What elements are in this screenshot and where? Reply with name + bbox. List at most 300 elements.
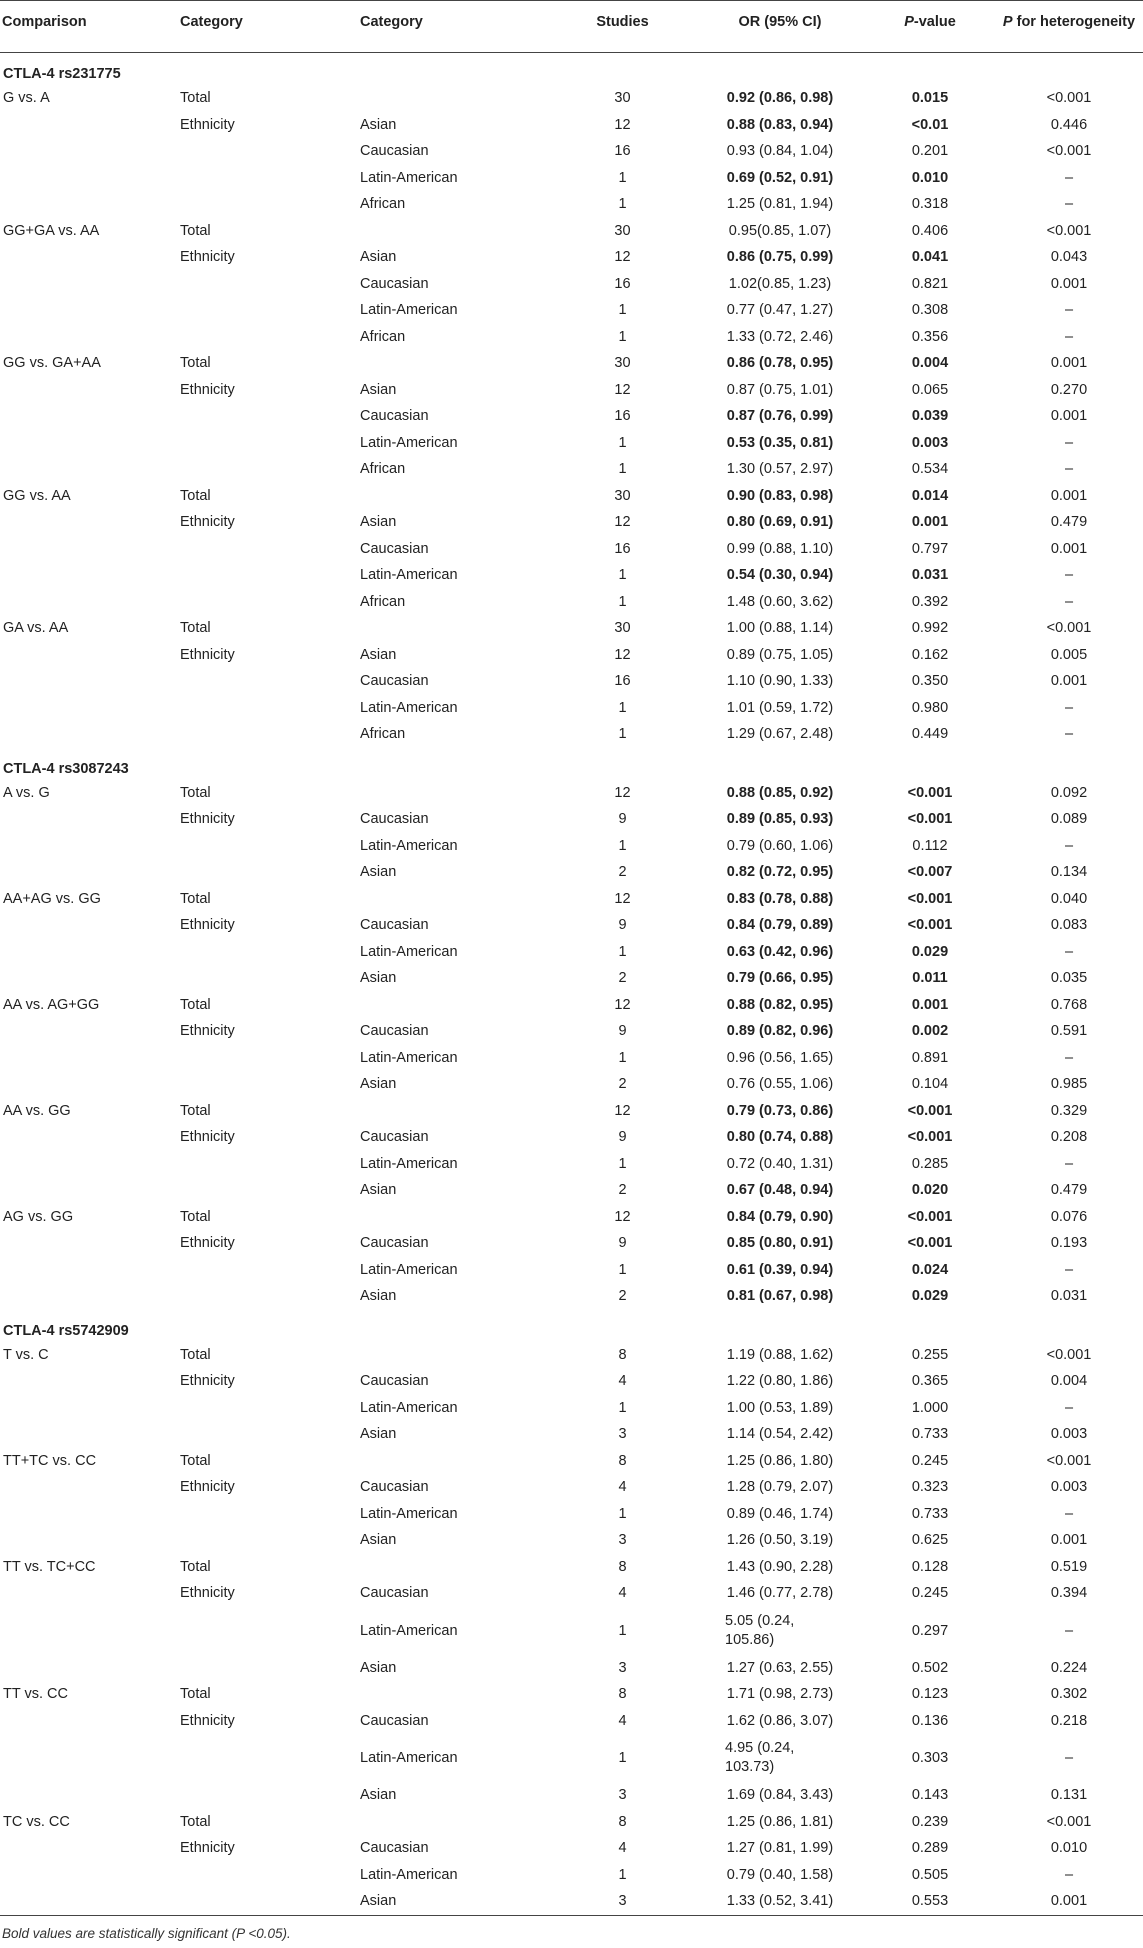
cell-subgroup (360, 1554, 550, 1581)
cell-or-ci: 0.72 (0.40, 1.31) (726, 1155, 834, 1172)
cell-comparison: AA vs. GG (3, 1102, 71, 1119)
cell-p-value: 0.128 (911, 1558, 949, 1575)
table-row (0, 912, 1143, 939)
table-row (0, 1204, 1143, 1231)
cell-subgroup: Latin-American (360, 1622, 458, 1639)
cell-studies: 3 (618, 1893, 627, 1910)
table-row (0, 165, 1143, 192)
table-row (0, 483, 1143, 510)
table-row (0, 806, 1143, 833)
cell-p-heterogeneity: 0.131 (1050, 1787, 1088, 1804)
cell-studies: 8 (618, 1686, 627, 1703)
cell-p-value: 0.039 (911, 408, 949, 425)
cell-category (180, 1177, 360, 1204)
cell-p-value: 0.004 (911, 355, 949, 372)
cell-comparison (0, 1421, 180, 1448)
cell-p-heterogeneity: – (1064, 1505, 1074, 1522)
cell-p-heterogeneity: 0.001 (1050, 487, 1088, 504)
cell-p-value: <0.001 (907, 784, 953, 801)
cell-category (180, 833, 360, 860)
cell-comparison: AA vs. AG+GG (3, 996, 100, 1013)
cell-subgroup: African (360, 328, 406, 345)
table-row (0, 833, 1143, 860)
table-row (0, 1045, 1143, 1072)
cell-comparison (0, 695, 180, 722)
cell-subgroup (360, 780, 550, 807)
cell-subgroup: Latin-American (360, 1866, 458, 1883)
cell-category: Ethnicity (180, 917, 235, 934)
cell-category: Total (180, 784, 211, 801)
cell-category (180, 430, 360, 457)
header-category-2: Category (360, 1, 550, 53)
cell-p-value: 0.625 (911, 1532, 949, 1549)
cell-studies: 2 (618, 1076, 627, 1093)
cell-p-heterogeneity: <0.001 (1046, 1813, 1092, 1830)
cell-p-value: 0.797 (911, 540, 949, 557)
table-row (0, 1421, 1143, 1448)
cell-or-ci: 0.84 (0.79, 0.90) (726, 1208, 834, 1225)
cell-studies: 4 (618, 1373, 627, 1390)
cell-p-value: 0.303 (911, 1750, 949, 1766)
cell-studies: 1 (618, 169, 627, 186)
cell-category (180, 271, 360, 298)
cell-p-heterogeneity: 0.005 (1050, 646, 1088, 663)
cell-studies: 12 (614, 249, 631, 266)
cell-studies: 30 (614, 222, 631, 239)
table-row (0, 1782, 1143, 1809)
cell-p-value: 0.015 (911, 90, 949, 107)
cell-p-heterogeneity: 0.001 (1050, 408, 1088, 425)
cell-studies: 1 (618, 699, 627, 716)
cell-or-ci: 1.25 (0.81, 1.94) (726, 196, 834, 213)
cell-p-value: 0.534 (911, 461, 949, 478)
table-row (0, 1395, 1143, 1422)
cell-comparison (0, 297, 180, 324)
cell-or-ci: 1.10 (0.90, 1.33) (726, 673, 834, 690)
cell-p-value: 0.992 (911, 620, 949, 637)
cell-category: Ethnicity (180, 1585, 235, 1602)
cell-category: Ethnicity (180, 1712, 235, 1729)
cell-p-value: 0.733 (911, 1505, 949, 1522)
cell-p-heterogeneity: 0.591 (1050, 1023, 1088, 1040)
cell-or-ci: 0.76 (0.55, 1.06) (726, 1076, 834, 1093)
table-body (0, 53, 1143, 1915)
cell-p-heterogeneity: 0.001 (1050, 673, 1088, 690)
table-row (0, 1734, 1143, 1782)
cell-comparison: GA vs. AA (3, 620, 69, 637)
cell-or-ci: 0.63 (0.42, 0.96) (726, 943, 834, 960)
cell-or-ci: 0.80 (0.69, 0.91) (726, 514, 834, 531)
cell-p-heterogeneity: – (1064, 1399, 1074, 1416)
table-row (0, 695, 1143, 722)
cell-or-ci (695, 1607, 865, 1655)
cell-p-value: 0.318 (911, 196, 949, 213)
cell-studies: 12 (614, 116, 631, 133)
cell-studies: 1 (618, 593, 627, 610)
cell-p-value: 0.392 (911, 593, 949, 610)
cell-p-value: 0.201 (911, 143, 949, 160)
cell-studies: 8 (618, 1452, 627, 1469)
cell-p-value: 1.000 (911, 1399, 949, 1416)
cell-subgroup (360, 350, 550, 377)
table-row (0, 1177, 1143, 1204)
cell-or-ci: 1.27 (0.63, 2.55) (726, 1659, 834, 1676)
cell-comparison (0, 1708, 180, 1735)
cell-comparison: TT vs. TC+CC (3, 1558, 96, 1575)
cell-subgroup: Latin-American (360, 1049, 458, 1066)
table-row (0, 191, 1143, 218)
cell-category: Ethnicity (180, 116, 235, 133)
table-row (0, 403, 1143, 430)
cell-p-heterogeneity: 0.208 (1050, 1129, 1088, 1146)
cell-comparison: A vs. G (3, 784, 50, 801)
cell-studies: 9 (618, 811, 627, 828)
cell-subgroup: Caucasian (360, 673, 429, 690)
cell-comparison: TT+TC vs. CC (3, 1452, 97, 1469)
cell-p-value: 0.502 (911, 1659, 949, 1676)
cell-or-ci: 1.43 (0.90, 2.28) (726, 1558, 834, 1575)
cell-studies: 9 (618, 1129, 627, 1146)
cell-or-ci: 0.79 (0.40, 1.58) (726, 1866, 834, 1883)
section-header-row (0, 53, 1143, 86)
cell-comparison: GG+GA vs. AA (3, 222, 100, 239)
cell-subgroup (360, 1681, 550, 1708)
header-studies: Studies (550, 1, 695, 53)
cell-studies: 12 (614, 784, 631, 801)
cell-p-heterogeneity: 0.076 (1050, 1208, 1088, 1225)
cell-comparison (0, 509, 180, 536)
cell-subgroup: Caucasian (360, 1479, 429, 1496)
cell-category: Ethnicity (180, 1129, 235, 1146)
cell-or-ci: 1.30 (0.57, 2.97) (726, 461, 834, 478)
cell-p-heterogeneity: 0.035 (1050, 970, 1088, 987)
cell-subgroup (360, 886, 550, 913)
cell-or-ci: 1.22 (0.80, 1.86) (726, 1373, 834, 1390)
header-category-1: Category (180, 1, 360, 53)
cell-p-value: <0.001 (907, 811, 953, 828)
cell-subgroup: Caucasian (360, 1585, 429, 1602)
table-row (0, 1230, 1143, 1257)
header-comparison: Comparison (0, 1, 180, 53)
cell-comparison (0, 1018, 180, 1045)
cell-p-value: <0.001 (907, 890, 953, 907)
cell-studies: 12 (614, 646, 631, 663)
header-het-rest: for heterogeneity (1012, 14, 1136, 30)
cell-category (180, 297, 360, 324)
cell-p-value: 0.002 (911, 1023, 949, 1040)
cell-p-value: 0.505 (911, 1866, 949, 1883)
cell-studies: 1 (618, 943, 627, 960)
cell-studies: 2 (618, 864, 627, 881)
cell-p-value: 0.323 (911, 1479, 949, 1496)
cell-subgroup: Caucasian (360, 275, 429, 292)
cell-category (180, 1501, 360, 1528)
table-row (0, 1681, 1143, 1708)
cell-p-heterogeneity: 0.224 (1050, 1659, 1088, 1676)
cell-category: Total (180, 620, 211, 637)
header-or: OR (95% CI) (695, 1, 865, 53)
cell-comparison (0, 939, 180, 966)
cell-subgroup: Latin-American (360, 434, 458, 451)
cell-or-ci: 1.33 (0.72, 2.46) (726, 328, 834, 345)
cell-comparison (0, 165, 180, 192)
cell-comparison (0, 562, 180, 589)
cell-category: Total (180, 890, 211, 907)
cell-p-value: 0.143 (911, 1787, 949, 1804)
cell-p-value: 0.001 (911, 514, 949, 531)
table-footnote: Bold values are statistically significant (P <0.05). (0, 1915, 1143, 1941)
table-row (0, 297, 1143, 324)
cell-category (180, 1607, 360, 1655)
cell-p-heterogeneity: – (1064, 196, 1074, 213)
table-row (0, 1527, 1143, 1554)
cell-subgroup (360, 1809, 550, 1836)
cell-category (180, 859, 360, 886)
cell-p-heterogeneity: 0.270 (1050, 381, 1088, 398)
cell-subgroup: Asian (360, 381, 397, 398)
cell-subgroup: Caucasian (360, 1712, 429, 1729)
cell-p-heterogeneity: 0.218 (1050, 1712, 1088, 1729)
cell-studies: 1 (618, 1261, 627, 1278)
cell-p-heterogeneity: 0.083 (1050, 917, 1088, 934)
cell-subgroup: Asian (360, 116, 397, 133)
cell-studies: 12 (614, 890, 631, 907)
cell-p-heterogeneity: 0.092 (1050, 784, 1088, 801)
cell-p-heterogeneity: 0.043 (1050, 249, 1088, 266)
cell-subgroup: African (360, 726, 406, 743)
cell-or-ci: 0.53 (0.35, 0.81) (726, 434, 834, 451)
cell-p-value: 0.024 (911, 1261, 949, 1278)
header-p-italic: P (904, 14, 914, 30)
cell-p-heterogeneity: 0.329 (1050, 1102, 1088, 1119)
cell-or-ci: 0.96 (0.56, 1.65) (726, 1049, 834, 1066)
cell-subgroup (360, 483, 550, 510)
cell-or-ci: 0.79 (0.73, 0.86) (726, 1102, 834, 1119)
cell-subgroup (360, 1204, 550, 1231)
cell-or-ci: 1.19 (0.88, 1.62) (726, 1346, 834, 1363)
cell-p-value: <0.001 (907, 917, 953, 934)
cell-or-ci: 1.14 (0.54, 2.42) (726, 1426, 834, 1443)
cell-p-value: 0.031 (911, 567, 949, 584)
cell-category (180, 165, 360, 192)
cell-p-heterogeneity: 0.003 (1050, 1426, 1088, 1443)
cell-studies: 3 (618, 1659, 627, 1676)
cell-p-heterogeneity: – (1064, 837, 1074, 854)
cell-p-value: <0.001 (907, 1102, 953, 1119)
cell-subgroup: Caucasian (360, 1840, 429, 1857)
table-row (0, 965, 1143, 992)
cell-p-heterogeneity: – (1064, 1155, 1074, 1172)
cell-category (180, 562, 360, 589)
cell-category: Total (180, 1102, 211, 1119)
cell-studies: 16 (614, 408, 631, 425)
cell-comparison (0, 1230, 180, 1257)
cell-studies: 1 (618, 196, 627, 213)
cell-p-value: 0.136 (911, 1712, 949, 1729)
cell-p-heterogeneity: – (1064, 1622, 1074, 1639)
cell-subgroup: Caucasian (360, 143, 429, 160)
cell-comparison (0, 138, 180, 165)
cell-comparison (0, 1283, 180, 1310)
cell-p-heterogeneity: 0.004 (1050, 1373, 1088, 1390)
cell-studies: 12 (614, 996, 631, 1013)
cell-p-value: 0.104 (911, 1076, 949, 1093)
cell-or-ci: 1.26 (0.50, 3.19) (726, 1532, 834, 1549)
cell-p-value: 0.255 (911, 1346, 949, 1363)
table-row (0, 1888, 1143, 1915)
cell-p-heterogeneity: – (1064, 1866, 1074, 1883)
section-title: CTLA-4 rs3087243 (3, 760, 129, 777)
cell-or-ci: 1.02(0.85, 1.23) (728, 275, 832, 292)
cell-subgroup: Caucasian (360, 540, 429, 557)
cell-p-value: 0.010 (911, 169, 949, 186)
cell-p-value: 0.011 (912, 970, 948, 987)
header-p-heterogeneity (995, 1, 1143, 53)
cell-comparison (0, 1395, 180, 1422)
table-row (0, 112, 1143, 139)
cell-p-value: 0.821 (911, 275, 949, 292)
cell-p-value: 0.245 (911, 1452, 949, 1469)
cell-category (180, 1283, 360, 1310)
cell-comparison: TT vs. CC (3, 1686, 68, 1703)
cell-studies: 4 (618, 1479, 627, 1496)
table-row (0, 1708, 1143, 1735)
table-row (0, 1257, 1143, 1284)
cell-category: Total (180, 90, 211, 107)
cell-studies: 9 (618, 1023, 627, 1040)
cell-category (180, 324, 360, 351)
cell-comparison: AA+AG vs. GG (3, 890, 101, 907)
cell-category: Total (180, 222, 211, 239)
cell-category (180, 1655, 360, 1682)
cell-studies: 8 (618, 1346, 627, 1363)
cell-category (180, 1071, 360, 1098)
cell-p-heterogeneity: – (1064, 699, 1074, 716)
cell-category (180, 589, 360, 616)
cell-or-ci: 0.61 (0.39, 0.94) (726, 1261, 834, 1278)
table-row (0, 244, 1143, 271)
cell-studies: 9 (618, 1235, 627, 1252)
cell-p-value: <0.001 (907, 1129, 953, 1146)
cell-category: Total (180, 1452, 211, 1469)
cell-comparison (0, 1151, 180, 1178)
cell-or-ci: 0.88 (0.83, 0.94) (726, 116, 834, 133)
section-header-row (0, 1310, 1143, 1342)
cell-studies: 1 (618, 328, 627, 345)
table-header (0, 1, 1143, 53)
cell-category (180, 1045, 360, 1072)
cell-studies: 2 (618, 1182, 627, 1199)
cell-subgroup (360, 1098, 550, 1125)
table-row (0, 1607, 1143, 1655)
cell-category: Total (180, 1813, 211, 1830)
cell-studies: 8 (618, 1558, 627, 1575)
cell-subgroup: Asian (360, 646, 397, 663)
cell-comparison (0, 1257, 180, 1284)
cell-or-ci: 1.27 (0.81, 1.99) (726, 1840, 834, 1857)
cell-subgroup: Asian (360, 1076, 397, 1093)
cell-p-value: 0.020 (911, 1182, 949, 1199)
cell-subgroup: Latin-American (360, 1505, 458, 1522)
cell-studies: 1 (618, 1750, 627, 1766)
cell-p-value: 0.245 (911, 1585, 949, 1602)
cell-studies: 4 (618, 1712, 627, 1729)
cell-p-value: 0.123 (911, 1686, 949, 1703)
cell-p-heterogeneity: 0.089 (1050, 811, 1088, 828)
table-row (0, 992, 1143, 1019)
table-row (0, 1342, 1143, 1369)
cell-category (180, 1151, 360, 1178)
cell-comparison (0, 430, 180, 457)
cell-subgroup (360, 1448, 550, 1475)
cell-studies: 9 (618, 917, 627, 934)
cell-studies: 1 (618, 1622, 627, 1639)
cell-or-ci: 0.67 (0.48, 0.94) (726, 1182, 834, 1199)
cell-subgroup: Asian (360, 1426, 397, 1443)
cell-studies: 1 (618, 1155, 627, 1172)
cell-or-ci: 0.87 (0.76, 0.99) (726, 408, 834, 425)
cell-category: Ethnicity (180, 646, 235, 663)
cell-p-value: 0.285 (911, 1155, 949, 1172)
table-row (0, 1474, 1143, 1501)
cell-subgroup: Asian (360, 1659, 397, 1676)
cell-category: Ethnicity (180, 1840, 235, 1857)
cell-comparison (0, 1655, 180, 1682)
cell-studies: 1 (618, 302, 627, 319)
cell-subgroup (360, 1342, 550, 1369)
cell-p-heterogeneity: 0.479 (1050, 1182, 1088, 1199)
cell-studies: 16 (614, 673, 631, 690)
cell-or-ci: 1.00 (0.88, 1.14) (726, 620, 834, 637)
cell-comparison (0, 377, 180, 404)
table-row (0, 1835, 1143, 1862)
table-row (0, 456, 1143, 483)
cell-comparison (0, 912, 180, 939)
header-het-italic: P (1002, 14, 1013, 30)
cell-category: Ethnicity (180, 1479, 235, 1496)
table-row (0, 1151, 1143, 1178)
cell-category (180, 965, 360, 992)
cell-p-heterogeneity: 0.519 (1050, 1558, 1088, 1575)
cell-category (180, 1734, 360, 1782)
cell-category (180, 536, 360, 563)
cell-comparison (0, 668, 180, 695)
cell-subgroup: Caucasian (360, 917, 429, 934)
cell-or-ci: 0.83 (0.78, 0.88) (726, 890, 834, 907)
cell-comparison (0, 1124, 180, 1151)
cell-subgroup: Caucasian (360, 1023, 429, 1040)
cell-comparison (0, 112, 180, 139)
cell-studies: 1 (618, 567, 627, 584)
or-ci-text: 5.05 (0.24, 105.86) (725, 1612, 795, 1648)
cell-p-heterogeneity: 0.302 (1050, 1686, 1088, 1703)
cell-category: Total (180, 996, 211, 1013)
table-row (0, 1862, 1143, 1889)
cell-or-ci: 0.88 (0.85, 0.92) (726, 784, 834, 801)
cell-studies: 4 (618, 1585, 627, 1602)
table-row (0, 1283, 1143, 1310)
table-row (0, 562, 1143, 589)
table-row (0, 859, 1143, 886)
cell-p-value: <0.01 (911, 116, 949, 133)
cell-comparison: GG vs. AA (3, 487, 71, 504)
cell-comparison: G vs. A (3, 90, 50, 107)
cell-p-value: 0.065 (911, 381, 949, 398)
cell-comparison (0, 324, 180, 351)
cell-p-heterogeneity: – (1064, 1049, 1074, 1066)
cell-subgroup: Latin-American (360, 1261, 458, 1278)
cell-subgroup: Latin-American (360, 837, 458, 854)
